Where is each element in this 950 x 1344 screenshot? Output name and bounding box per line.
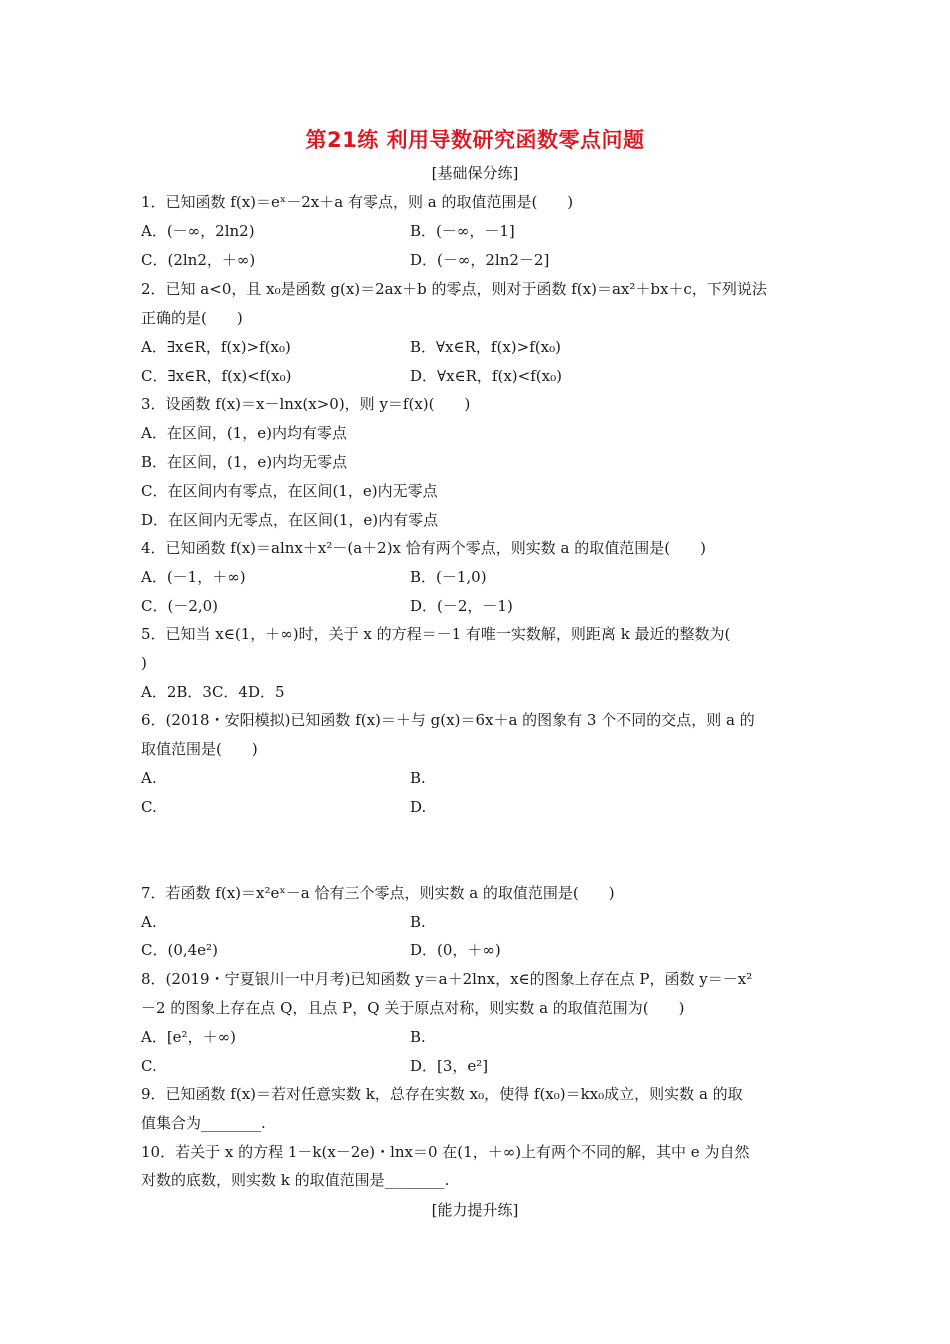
question-8-cont: －2 的图象上存在点 Q，且点 P，Q 关于原点对称，则实数 a 的取值范围为( ) bbox=[141, 999, 685, 1017]
question-6-cont: 取值范围是( ) bbox=[141, 740, 258, 758]
question-1: 1．已知函数 f(x)＝eˣ－2x＋a 有零点，则 a 的取值范围是( ) bbox=[141, 193, 574, 211]
q4-option-c: C．(－2,0) bbox=[141, 597, 219, 615]
q3-option-d: D．在区间内无零点，在区间(1，e)内有零点 bbox=[141, 511, 439, 529]
question-2-cont: 正确的是( ) bbox=[141, 309, 243, 327]
q8-option-a: A．[e²，＋∞) bbox=[141, 1028, 236, 1046]
q7-option-a: A. bbox=[141, 913, 157, 931]
section-heading-basic: [基础保分练] bbox=[431, 164, 519, 182]
q8-option-d: D．[3，e²] bbox=[410, 1057, 489, 1075]
q1-option-a: A．(－∞，2ln2) bbox=[141, 222, 255, 240]
question-9-cont: 值集合为________. bbox=[141, 1114, 266, 1132]
question-10: 10．若关于 x 的方程 1－k(x－2e)・lnx＝0 在(1，＋∞)上有两个不同的解，其中 e 为自然 bbox=[141, 1143, 750, 1161]
q2-option-b: B．∀x∈R，f(x)>f(x₀) bbox=[410, 338, 561, 356]
question-8: 8．(2019・宁夏银川一中月考)已知函数 y＝a＋2lnx，x∈的图象上存在点 P，函数 y＝－x² bbox=[141, 970, 753, 988]
q4-option-a: A．(－1，＋∞) bbox=[141, 568, 246, 586]
q2-option-d: D．∀x∈R，f(x)<f(x₀) bbox=[410, 367, 562, 385]
q3-option-b: B．在区间，(1，e)内均无零点 bbox=[141, 453, 348, 471]
q2-option-a: A．∃x∈R，f(x)>f(x₀) bbox=[141, 338, 291, 356]
q6-option-a: A. bbox=[141, 769, 157, 787]
q1-option-b: B．(－∞，－1] bbox=[410, 222, 515, 240]
question-10-cont: 对数的底数，则实数 k 的取值范围是________. bbox=[141, 1171, 450, 1189]
q6-option-c: C. bbox=[141, 798, 157, 816]
question-6: 6．(2018・安阳模拟)已知函数 f(x)＝＋与 g(x)＝6x＋a 的图象有 3 个不同的交点，则 a 的 bbox=[141, 711, 755, 729]
q3-option-c: C．在区间内有零点，在区间(1，e)内无零点 bbox=[141, 482, 438, 500]
q4-option-d: D．(－2，－1) bbox=[410, 597, 513, 615]
q2-option-c: C．∃x∈R，f(x)<f(x₀) bbox=[141, 367, 292, 385]
q8-option-b: B. bbox=[410, 1028, 426, 1046]
question-5: 5．已知当 x∈(1，＋∞)时，关于 x 的方程＝－1 有唯一实数解，则距离 k 最近的整数为( bbox=[141, 625, 731, 643]
q7-option-c: C．(0,4e²) bbox=[141, 941, 218, 959]
q5-options: A．2B．3C．4D．5 bbox=[141, 683, 285, 701]
q4-option-b: B．(－1,0) bbox=[410, 568, 487, 586]
question-9: 9．已知函数 f(x)＝若对任意实数 k，总存在实数 x₀，使得 f(x₀)＝kx₀成立，则实数 a 的取 bbox=[141, 1085, 743, 1103]
page-title: 第21练 利用导数研究函数零点问题 bbox=[305, 128, 645, 152]
q7-option-b: B. bbox=[410, 913, 426, 931]
q6-option-b: B. bbox=[410, 769, 426, 787]
question-2: 2．已知 a<0，且 x₀是函数 g(x)＝2ax＋b 的零点，则对于函数 f(x)＝ax²＋bx＋c，下列说法 bbox=[141, 280, 767, 298]
q6-option-d: D. bbox=[410, 798, 427, 816]
question-4: 4．已知函数 f(x)＝alnx＋x²－(a＋2)x 恰有两个零点，则实数 a 的取值范围是( ) bbox=[141, 539, 706, 557]
q1-option-c: C．(2ln2，＋∞) bbox=[141, 251, 256, 269]
q1-option-d: D．(－∞，2ln2－2] bbox=[410, 251, 550, 269]
question-7: 7．若函数 f(x)＝x²eˣ－a 恰有三个零点，则实数 a 的取值范围是( ) bbox=[141, 884, 615, 902]
question-3: 3．设函数 f(x)＝x－lnx(x>0)，则 y＝f(x)( ) bbox=[141, 395, 471, 413]
section-heading-advanced: [能力提升练] bbox=[431, 1201, 519, 1219]
q3-option-a: A．在区间，(1，e)内均有零点 bbox=[141, 424, 347, 442]
question-5-cont: ) bbox=[141, 654, 147, 672]
q8-option-c: C. bbox=[141, 1057, 157, 1075]
q7-option-d: D．(0，＋∞) bbox=[410, 941, 501, 959]
